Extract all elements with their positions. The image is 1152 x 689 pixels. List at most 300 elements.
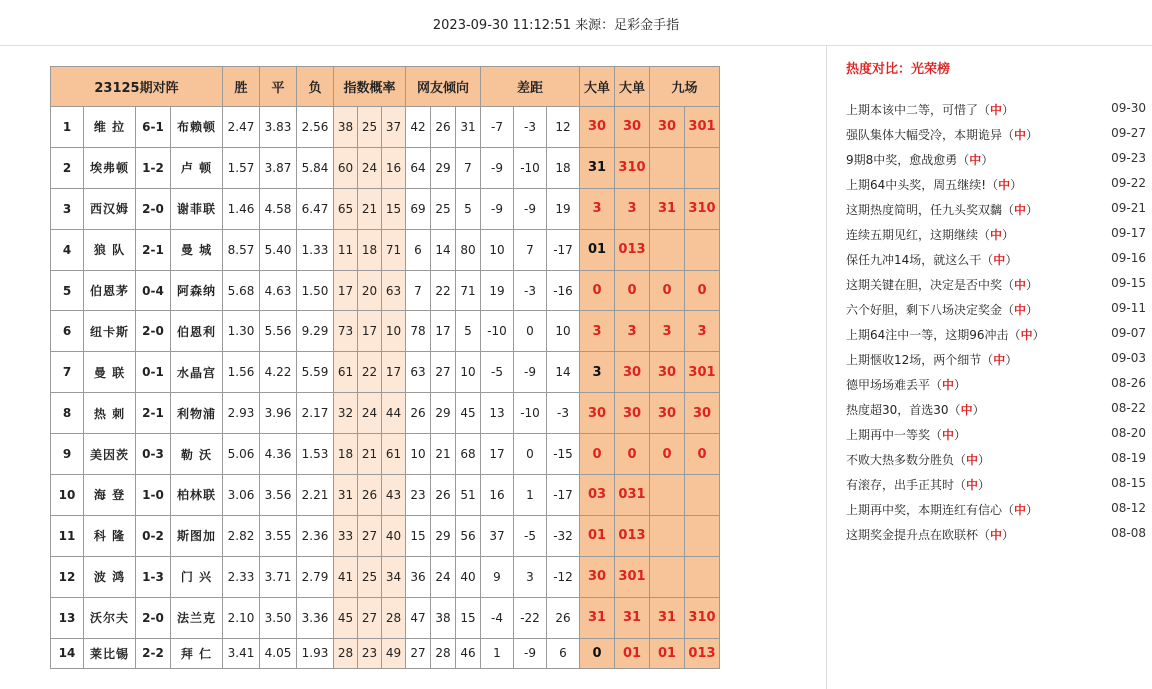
sidebar-item-link[interactable] [846,426,966,443]
cell-g2: 0 [514,434,547,475]
sidebar-item-date: 09-30 [1111,101,1146,115]
cell-b2: 031 [615,475,650,516]
paren-close: ） [1026,128,1039,142]
sidebar-list-item[interactable] [846,326,1146,351]
cell-f3: 10 [456,352,481,393]
sidebar-item-link[interactable] [846,376,966,393]
header-fan-trend: 网友倾向 [406,67,481,107]
cell-g3: 19 [547,188,580,229]
cell-g3: 10 [547,311,580,352]
cell-o1: 2.33 [223,556,260,597]
cell-away: 法兰克 [171,597,223,638]
cell-score: 6-1 [136,107,171,148]
cell-o3: 2.56 [297,107,334,148]
sidebar-item-text: 保任九冲14场，就这么干 [846,253,982,267]
header-big1: 大单 [580,67,615,107]
cell-o1: 5.68 [223,270,260,311]
page-header [0,0,1152,46]
sidebar-list-item[interactable] [846,151,1146,176]
cell-n2: 30 [685,393,720,434]
cell-g3: -17 [547,229,580,270]
cell-g1: 17 [481,434,514,475]
cell-f2: 22 [431,270,456,311]
sidebar-list-item[interactable] [846,226,1146,251]
paren-close: ） [981,153,994,167]
cell-o3: 1.33 [297,229,334,270]
cell-n2 [685,515,720,556]
sidebar-title[interactable]: 热度对比：光荣榜 [846,62,951,77]
paren-open: （ [954,453,967,467]
cell-g1: -9 [481,147,514,188]
cell-g1: -4 [481,597,514,638]
cell-o1: 1.56 [223,352,260,393]
header-gap: 差距 [481,67,580,107]
cell-no: 14 [51,638,84,668]
paren-close: ） [978,453,991,467]
sidebar-list-item[interactable] [846,451,1146,476]
cell-o1: 2.47 [223,107,260,148]
cell-o2: 3.71 [260,556,297,597]
cell-f1: 36 [406,556,431,597]
cell-f1: 15 [406,515,431,556]
cell-f3: 31 [456,107,481,148]
cell-p3: 10 [382,311,406,352]
hit-mark: 中 [942,428,955,442]
cell-no: 4 [51,229,84,270]
sidebar-item-date: 08-26 [1111,376,1146,390]
hit-mark: 中 [1014,203,1027,217]
cell-f1: 7 [406,270,431,311]
cell-b1: 31 [580,597,615,638]
cell-o2: 4.05 [260,638,297,668]
cell-f3: 40 [456,556,481,597]
paren-open: （ [930,428,943,442]
cell-o1: 1.57 [223,147,260,188]
cell-b1: 3 [580,188,615,229]
cell-p1: 60 [334,147,358,188]
paren-open: （ [954,478,967,492]
cell-n1: 0 [650,434,685,475]
cell-g3: 26 [547,597,580,638]
cell-o3: 2.79 [297,556,334,597]
cell-n2 [685,147,720,188]
cell-g2: -5 [514,515,547,556]
sidebar-item-link[interactable] [846,151,993,168]
cell-o3: 3.36 [297,597,334,638]
sidebar-item-link[interactable] [846,351,1017,368]
cell-f1: 6 [406,229,431,270]
cell-p2: 25 [358,107,382,148]
sidebar-item-link[interactable] [846,501,1038,518]
cell-g2: -22 [514,597,547,638]
cell-g1: 1 [481,638,514,668]
sidebar-item-text: 这期奖金提升点在欧联杯 [846,528,979,542]
paren-open: （ [981,353,994,367]
cell-b1: 0 [580,638,615,668]
paren-open: （ [978,228,991,242]
cell-p3: 61 [382,434,406,475]
cell-home: 纽卡斯 [84,311,136,352]
cell-g1: 19 [481,270,514,311]
sidebar-item-text: 热度超30，首选30 [846,403,949,417]
sidebar [846,58,1146,551]
sidebar-item-date: 08-22 [1111,401,1146,415]
cell-no: 1 [51,107,84,148]
cell-o2: 3.56 [260,475,297,516]
cell-n2 [685,475,720,516]
cell-score: 2-0 [136,597,171,638]
cell-g3: -3 [547,393,580,434]
cell-f2: 27 [431,352,456,393]
hit-mark: 中 [993,353,1006,367]
paren-close: ） [954,428,967,442]
cell-p3: 40 [382,515,406,556]
cell-home: 波 鸿 [84,556,136,597]
cell-no: 3 [51,188,84,229]
cell-g3: -12 [547,556,580,597]
cell-no: 13 [51,597,84,638]
paren-close: ） [1005,253,1018,267]
sidebar-item-link[interactable] [846,126,1038,143]
sidebar-list-item[interactable] [846,426,1146,451]
paren-close: ） [1026,303,1039,317]
sidebar-list-item[interactable] [846,301,1146,326]
sidebar-list-item[interactable] [846,176,1146,201]
sidebar-list-item[interactable] [846,501,1146,526]
hit-mark: 中 [990,103,1003,117]
cell-p2: 27 [358,515,382,556]
cell-b2: 013 [615,229,650,270]
cell-score: 2-0 [136,188,171,229]
sidebar-list-item[interactable] [846,351,1146,376]
cell-o3: 2.17 [297,393,334,434]
cell-score: 1-0 [136,475,171,516]
cell-g1: 9 [481,556,514,597]
cell-n2: 0 [685,434,720,475]
cell-f2: 29 [431,147,456,188]
sidebar-item-link[interactable] [846,526,1014,543]
cell-b2: 01 [615,638,650,668]
sidebar-list-item[interactable] [846,476,1146,501]
paren-close: ） [1002,103,1015,117]
cell-p1: 45 [334,597,358,638]
cell-home: 伯恩茅 [84,270,136,311]
table-row [51,107,720,148]
cell-g1: 16 [481,475,514,516]
cell-p2: 18 [358,229,382,270]
cell-f1: 63 [406,352,431,393]
paren-close: ） [972,403,985,417]
sidebar-item-link[interactable] [846,326,1045,343]
sidebar-list-item[interactable] [846,401,1146,426]
hit-mark: 中 [990,228,1003,242]
cell-f3: 46 [456,638,481,668]
table-row [51,229,720,270]
cell-b1: 30 [580,393,615,434]
cell-o2: 3.55 [260,515,297,556]
match-table [50,66,720,669]
sidebar-list-item[interactable] [846,276,1146,301]
cell-away: 利物浦 [171,393,223,434]
cell-p1: 33 [334,515,358,556]
cell-away: 卢 顿 [171,147,223,188]
sidebar-item-text: 连续五期见红，这期继续 [846,228,979,242]
header-big2: 大单 [615,67,650,107]
cell-no: 2 [51,147,84,188]
paren-close: ） [1002,228,1015,242]
paren-open: （ [978,528,991,542]
cell-f2: 38 [431,597,456,638]
paren-close: ） [1026,278,1039,292]
cell-f3: 5 [456,311,481,352]
sidebar-list-item[interactable] [846,526,1146,551]
cell-n1: 3 [650,311,685,352]
sidebar-item-date: 08-20 [1111,426,1146,440]
paren-open: （ [1002,278,1015,292]
cell-b2: 30 [615,393,650,434]
sidebar-list [846,101,1146,551]
cell-n2: 013 [685,638,720,668]
table-body [51,107,720,669]
hit-mark: 中 [1020,328,1033,342]
sidebar-item-date: 09-22 [1111,176,1146,190]
cell-p3: 43 [382,475,406,516]
cell-n2 [685,229,720,270]
cell-p2: 22 [358,352,382,393]
sidebar-item-date: 08-12 [1111,501,1146,515]
sidebar-list-item[interactable] [846,376,1146,401]
cell-f1: 23 [406,475,431,516]
cell-o1: 2.10 [223,597,260,638]
paren-close: ） [1005,353,1018,367]
cell-f2: 26 [431,475,456,516]
table-row [51,515,720,556]
cell-b1: 0 [580,434,615,475]
paren-close: ） [1032,328,1045,342]
cell-o3: 1.93 [297,638,334,668]
cell-o1: 2.82 [223,515,260,556]
cell-p2: 26 [358,475,382,516]
cell-b2: 31 [615,597,650,638]
cell-o3: 6.47 [297,188,334,229]
cell-g1: 13 [481,393,514,434]
sidebar-list-item[interactable] [846,126,1146,151]
cell-o2: 3.50 [260,597,297,638]
header-match: 23125期对阵 [51,67,223,107]
cell-away: 曼 城 [171,229,223,270]
paren-open: （ [1002,128,1015,142]
header-nine: 九场 [650,67,720,107]
sidebar-item-link[interactable] [846,201,1038,218]
table-row [51,352,720,393]
sidebar-item-date: 09-07 [1111,326,1146,340]
source-timestamp: 2023-09-30 11:12:51 来源：足彩金手指 [432,18,680,33]
cell-o1: 3.41 [223,638,260,668]
cell-g3: -32 [547,515,580,556]
cell-g3: -16 [547,270,580,311]
cell-f1: 42 [406,107,431,148]
cell-p1: 28 [334,638,358,668]
sidebar-item-link[interactable] [846,276,1038,293]
sidebar-list-item[interactable] [846,201,1146,226]
cell-b1: 30 [580,556,615,597]
cell-n1: 0 [650,270,685,311]
sidebar-item-text: 上期再中奖，本期连红有信心 [846,503,1003,517]
cell-o3: 1.53 [297,434,334,475]
cell-n2: 310 [685,188,720,229]
sidebar-item-link[interactable] [846,251,1017,268]
sidebar-item-date: 09-16 [1111,251,1146,265]
sidebar-item-text: 上期64中头奖，周五继续! [846,178,987,192]
cell-f1: 69 [406,188,431,229]
hit-mark: 中 [1014,503,1027,517]
hit-mark: 中 [966,478,979,492]
paren-open: （ [1008,328,1021,342]
cell-f3: 71 [456,270,481,311]
paren-open: （ [957,153,970,167]
cell-n1 [650,475,685,516]
cell-p1: 32 [334,393,358,434]
hit-mark: 中 [993,253,1006,267]
cell-away: 门 兴 [171,556,223,597]
cell-f2: 25 [431,188,456,229]
cell-p1: 65 [334,188,358,229]
cell-f3: 7 [456,147,481,188]
cell-f3: 80 [456,229,481,270]
cell-o2: 4.36 [260,434,297,475]
sidebar-item-date: 09-23 [1111,151,1146,165]
match-table-container [50,66,720,669]
cell-score: 0-3 [136,434,171,475]
cell-b2: 3 [615,311,650,352]
cell-p3: 28 [382,597,406,638]
cell-score: 0-4 [136,270,171,311]
cell-home: 海 登 [84,475,136,516]
cell-g2: 1 [514,475,547,516]
cell-away: 拜 仁 [171,638,223,668]
cell-p1: 18 [334,434,358,475]
table-row [51,188,720,229]
cell-no: 11 [51,515,84,556]
header-draw: 平 [260,67,297,107]
paren-close: ） [978,478,991,492]
cell-p2: 21 [358,434,382,475]
sidebar-item-link[interactable] [846,101,1014,118]
paren-open: （ [948,403,961,417]
sidebar-list-item[interactable] [846,251,1146,276]
cell-o2: 5.56 [260,311,297,352]
sidebar-item-link[interactable] [846,226,1014,243]
sidebar-item-text: 上期本该中二等，可惜了 [846,103,979,117]
sidebar-item-link[interactable] [846,176,1022,193]
cell-n2 [685,556,720,597]
cell-n2: 0 [685,270,720,311]
hit-mark: 中 [998,178,1011,192]
cell-b1: 0 [580,270,615,311]
hit-mark: 中 [990,528,1003,542]
sidebar-list-item[interactable] [846,101,1146,126]
cell-n2: 3 [685,311,720,352]
cell-o2: 4.22 [260,352,297,393]
cell-p3: 71 [382,229,406,270]
cell-f3: 68 [456,434,481,475]
cell-o2: 4.58 [260,188,297,229]
sidebar-item-link[interactable] [846,451,990,468]
cell-g3: 14 [547,352,580,393]
cell-away: 阿森纳 [171,270,223,311]
cell-g1: -10 [481,311,514,352]
cell-home: 热 刺 [84,393,136,434]
hit-mark: 中 [1014,278,1027,292]
paren-close: ） [1026,203,1039,217]
cell-home: 维 拉 [84,107,136,148]
sidebar-item-link[interactable] [846,401,985,418]
cell-n1 [650,515,685,556]
cell-p2: 17 [358,311,382,352]
sidebar-item-text: 上期再中一等奖 [846,428,931,442]
cell-no: 7 [51,352,84,393]
header-win: 胜 [223,67,260,107]
table-row [51,475,720,516]
cell-p3: 15 [382,188,406,229]
cell-g1: -7 [481,107,514,148]
cell-b2: 013 [615,515,650,556]
cell-p1: 38 [334,107,358,148]
cell-g1: 37 [481,515,514,556]
cell-g2: 3 [514,556,547,597]
cell-g3: 18 [547,147,580,188]
cell-away: 伯恩利 [171,311,223,352]
cell-home: 莱比锡 [84,638,136,668]
cell-o1: 1.46 [223,188,260,229]
cell-no: 12 [51,556,84,597]
cell-o1: 5.06 [223,434,260,475]
cell-o3: 5.84 [297,147,334,188]
cell-o1: 8.57 [223,229,260,270]
cell-o2: 3.87 [260,147,297,188]
sidebar-item-link[interactable] [846,301,1038,318]
paren-close: ） [1026,503,1039,517]
cell-f3: 51 [456,475,481,516]
cell-o3: 2.21 [297,475,334,516]
cell-b1: 3 [580,311,615,352]
cell-home: 美因茨 [84,434,136,475]
cell-f2: 17 [431,311,456,352]
cell-p1: 73 [334,311,358,352]
cell-n1 [650,229,685,270]
sidebar-item-date: 08-19 [1111,451,1146,465]
cell-g2: -10 [514,393,547,434]
table-row [51,434,720,475]
hit-mark: 中 [1014,303,1027,317]
cell-f2: 21 [431,434,456,475]
cell-f3: 45 [456,393,481,434]
cell-n1 [650,556,685,597]
cell-home: 狼 队 [84,229,136,270]
cell-p2: 25 [358,556,382,597]
cell-b1: 01 [580,229,615,270]
sidebar-item-date: 09-21 [1111,201,1146,215]
cell-f2: 28 [431,638,456,668]
sidebar-item-link[interactable] [846,476,990,493]
sidebar-item-text: 强队集体大幅受冷，本期诡异 [846,128,1003,142]
cell-g2: -3 [514,270,547,311]
cell-g2: 7 [514,229,547,270]
sidebar-item-date: 09-11 [1111,301,1146,315]
paren-open: （ [930,378,943,392]
cell-no: 6 [51,311,84,352]
cell-p2: 23 [358,638,382,668]
